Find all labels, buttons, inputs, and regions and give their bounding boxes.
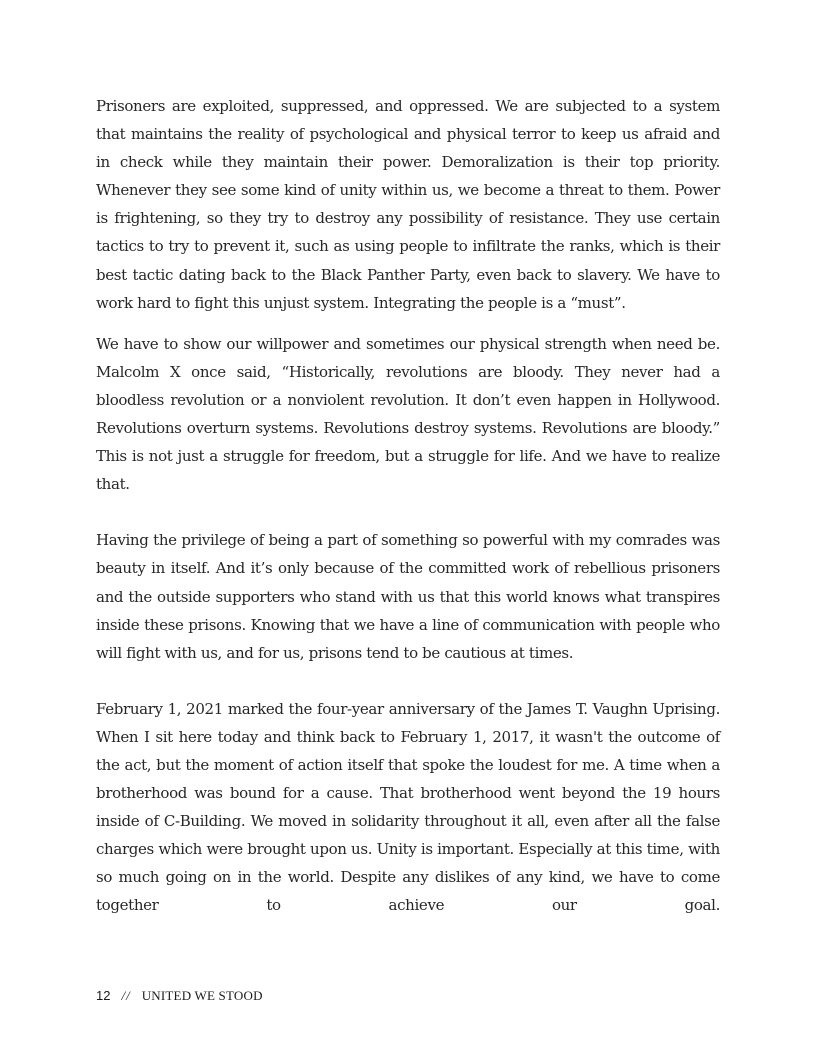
article-body (96, 92, 720, 920)
paragraph-1: Prisoners are exploited, suppressed, and oppressed. We are subjected to a system that maintains the reality of psychological and physical terror to keep us afraid and in check while they maintain their power. Demoralization is their top priority. Whenever they see some kind of unity within us, we become a threat to them. Power is frightening, so they try to destroy any possibility of resistance. They use certain tactics to try to prevent it, such as using people to infiltrate the ranks, which is their best tactic dating back to the Black Panther Party, even back to slavery. We have to work hard to fight this unjust system. Integrating the people is a “must”. (96, 97, 720, 312)
page-footer (96, 988, 263, 1010)
paragraph-4: February 1, 2021 marked the four-year anniversary of the James T. Vaughn Uprising. When I sit here today and think back to February 1, 2017, it wasn't the outcome of the act, but the moment of action itself that spoke the loudest for me. A time when a brotherhood was bound for a cause. That brotherhood went beyond the 19 hours inside of C-Building. We moved in solidarity throughout it all, even after all the false charges which were brought upon us. Unity is important. Especially at this time, with so much going on in the world. Despite any dislikes of any kind, we have to come together to achieve our goal. (96, 699, 720, 915)
paragraph-3: Having the privilege of being a part of something so powerful with my comrades was beauty in itself. And it’s only because of the committed work of rebellious prisoners and the outside supporters who stand with us that this world knows what transpires inside these prisons. Knowing that we have a line of communication with people who will fight with us, and for us, prisons tend to be cautious at times. (96, 531, 720, 662)
publication-title: UNITED WE STOOD (141, 988, 263, 1003)
footer-separator: // (121, 988, 131, 1003)
page-number: 12 (96, 988, 111, 1003)
paragraph-2: We have to show our willpower and sometimes our physical strength when need be. Malcolm X once said, “Historically, revolutions are bloody. They never had a bloodless revolution or a nonviolent revolution. It don’t even happen in Hollywood. Revolutions overturn systems. Revolutions destroy systems. Revolutions are bloody.” This is not just a struggle for freedom, but a struggle for life. And we have to realize that. (96, 334, 720, 494)
